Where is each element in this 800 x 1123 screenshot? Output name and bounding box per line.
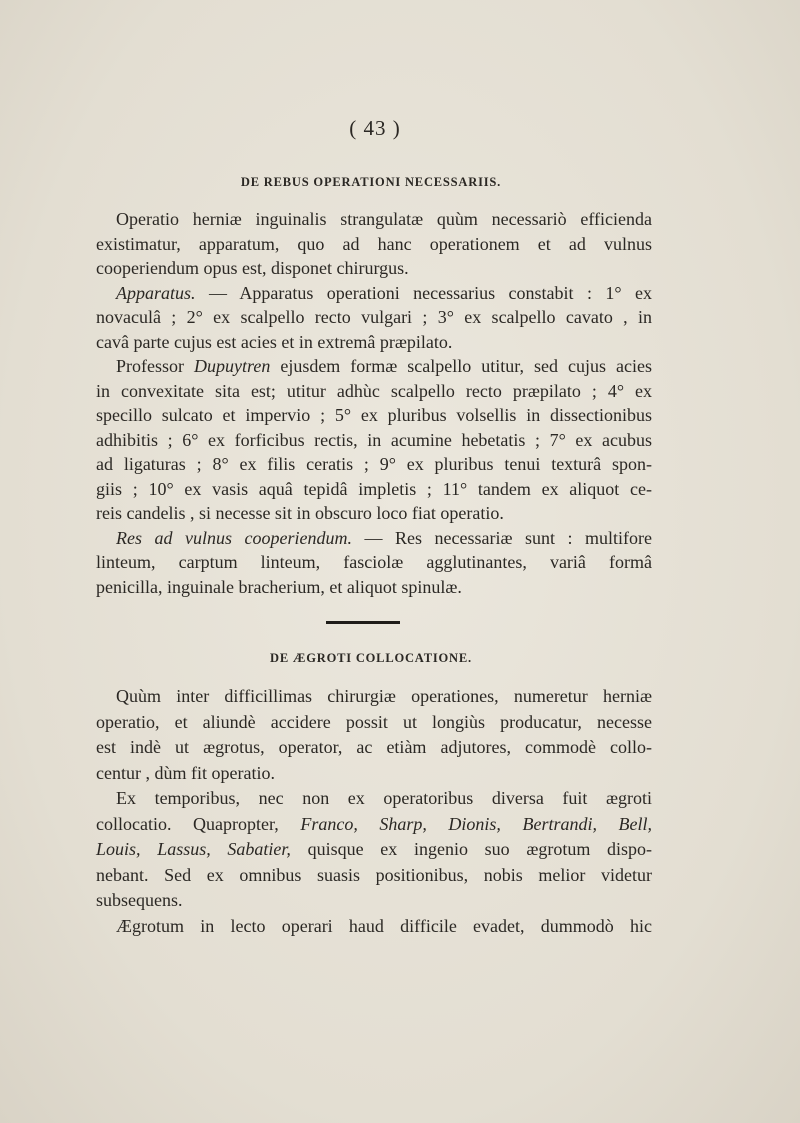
text-segment: operatio, et aliundè accidere possit ut longiùs producatur, necesse xyxy=(96,711,652,732)
text-line xyxy=(96,786,652,812)
text-line xyxy=(96,863,652,889)
italic-segment: Dupuytren xyxy=(194,356,271,376)
text-segment: specillo sulcato et impervio ; 5° ex pluribus volsellis in dissectionibus xyxy=(96,405,652,425)
section-body-collocatione xyxy=(96,684,652,939)
text-segment: nebant. Sed ex omnibus suasis positionibus, nobis melior videtur xyxy=(96,864,652,885)
text-segment: Ægrotum in lecto operari haud difficile evadet, dummodò hic xyxy=(116,915,652,936)
text-segment: giis ; 10° ex vasis aquâ tepidâ impletis ; 11° tandem ex aliquot ce- xyxy=(96,478,652,499)
text-segment: est indè ut ægrotus, operator, ac etiàm adjutores, commodè collo- xyxy=(96,737,652,757)
text-segment: Operatio herniæ inguinalis strangulatæ quùm necessariò efficienda xyxy=(116,209,652,229)
text-segment: — Apparatus operationi necessarius constabit : 1° ex xyxy=(195,282,652,303)
text-segment: quisque ex ingenio suo ægrotum dispo- xyxy=(290,839,653,859)
section-divider xyxy=(326,621,400,624)
text-line xyxy=(96,232,652,257)
text-line xyxy=(96,403,652,428)
text-segment: cavâ parte cujus est acies et in extremâ præpilato. xyxy=(96,331,453,352)
text-line xyxy=(96,281,652,306)
page-number: ( 43 ) xyxy=(349,116,401,140)
text-line xyxy=(96,710,652,736)
text-segment: ad ligaturas ; 8° ex filis ceratis ; 9° ex pluribus tenui texturâ spon- xyxy=(96,454,652,474)
text-segment: subsequens. xyxy=(96,890,183,910)
text-line xyxy=(96,526,652,551)
text-segment: Ex temporibus, nec non ex operatoribus diversa fuit ægroti xyxy=(116,788,652,808)
text-line xyxy=(96,684,652,710)
text-segment: adhibitis ; 6° ex forficibus rectis, in acumine hebetatis ; 7° ex acubus xyxy=(96,429,652,450)
text-segment: cooperiendum opus est, disponet chirurgus. xyxy=(96,258,409,278)
italic-segment: Res ad vulnus cooperiendum. xyxy=(116,527,352,548)
text-line xyxy=(96,812,652,838)
text-segment: Quùm inter difficillimas chirurgiæ operationes, numeretur herniæ xyxy=(116,686,652,706)
text-line xyxy=(96,354,652,379)
text-segment: linteum, carptum linteum, fasciolæ agglutinantes, variâ formâ xyxy=(96,552,652,572)
text-line xyxy=(96,888,652,914)
italic-segment: Franco, Sharp, Dionis, Bertrandi, Bell, xyxy=(300,813,653,834)
text-line xyxy=(96,914,652,940)
italic-segment: Louis, Lassus, Sabatier, xyxy=(96,839,291,859)
text-segment: Professor xyxy=(116,356,194,376)
text-line xyxy=(96,256,652,281)
text-line xyxy=(96,761,652,787)
text-segment: existimatur, apparatum, quo ad hanc operationem et ad vulnus xyxy=(96,233,652,254)
text-line xyxy=(96,735,652,761)
text-line xyxy=(96,837,652,863)
section-heading-collocatione: DE ÆGROTI COLLOCATIONE. xyxy=(270,651,472,665)
text-segment: ejusdem formæ scalpello utitur, sed cujus acies xyxy=(270,356,652,376)
text-line xyxy=(96,452,652,477)
text-line xyxy=(96,550,652,575)
text-segment: in convexitate sita est; utitur adhùc scalpello recto præpilato ; 4° ex xyxy=(96,380,652,401)
text-line xyxy=(96,575,652,600)
text-line xyxy=(96,207,652,232)
text-segment: penicilla, inguinale bracherium, et aliquot spinulæ. xyxy=(96,576,462,597)
italic-segment: Apparatus. xyxy=(116,282,196,303)
text-line xyxy=(96,477,652,502)
text-segment: — Res necessariæ sunt : multifore xyxy=(351,527,652,548)
text-line xyxy=(96,330,652,355)
text-line xyxy=(96,305,652,330)
text-segment: reis candelis , si necesse sit in obscuro loco fiat operatio. xyxy=(96,503,504,523)
text-line xyxy=(96,379,652,404)
text-segment: collocatio. Quapropter, xyxy=(96,813,301,834)
section-body-rebus xyxy=(96,207,652,599)
text-segment: novaculâ ; 2° ex scalpello recto vulgari ; 3° ex scalpello cavato , in xyxy=(96,307,652,327)
text-line xyxy=(96,501,652,526)
text-line xyxy=(96,428,652,453)
text-segment: centur , dùm fit operatio. xyxy=(96,762,275,783)
section-heading-rebus: DE REBUS OPERATIONI NECESSARIIS. xyxy=(240,175,502,189)
